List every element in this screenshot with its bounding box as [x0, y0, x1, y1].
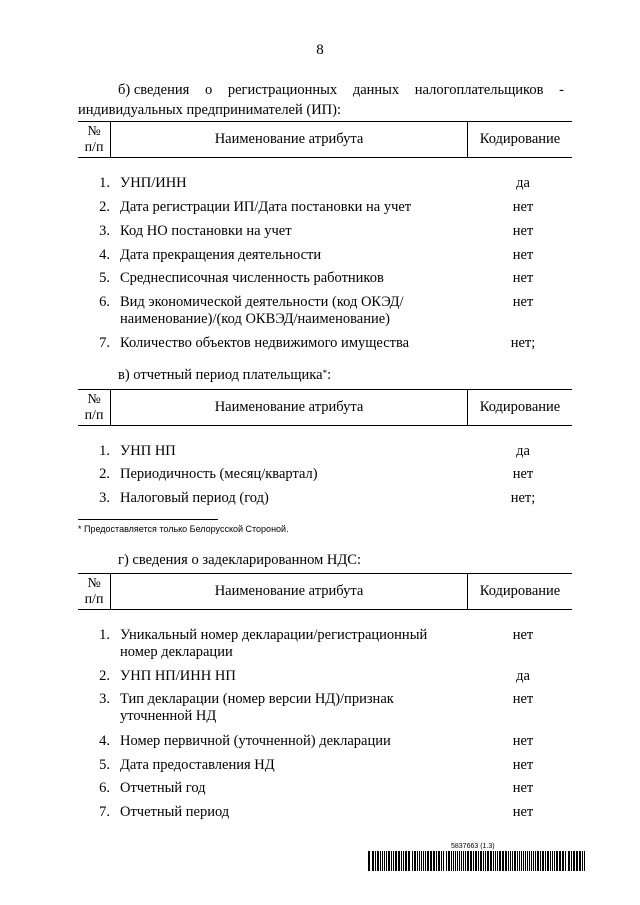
header-name: Наименование атрибута — [111, 390, 468, 425]
table-row — [78, 804, 572, 821]
row-code: нет — [512, 691, 534, 707]
barcode-bar — [550, 851, 551, 871]
barcode-bar — [535, 851, 536, 871]
barcode-bar — [523, 851, 524, 871]
barcode-bar — [433, 851, 435, 871]
barcode-bar — [502, 851, 504, 871]
table-row — [78, 757, 572, 774]
barcode-bar — [545, 851, 546, 871]
row-code: нет — [512, 466, 534, 482]
row-number: 3. — [99, 223, 110, 239]
header-name: Наименование атрибута — [111, 122, 468, 157]
barcode-bar — [401, 851, 402, 871]
barcode-bar — [537, 851, 539, 871]
table-row — [78, 335, 572, 352]
barcode-bar — [430, 851, 432, 871]
row-name: Уникальный номер декларации/регистрационный номер декларации — [120, 627, 428, 660]
header-no2: п/п — [84, 591, 104, 607]
row-name: Дата прекращения деятельности — [120, 247, 322, 263]
row-name: Среднесписочная численность работников — [120, 270, 384, 286]
header-no: № — [87, 391, 101, 407]
barcode-bar — [542, 851, 544, 871]
row-code: да — [516, 668, 530, 684]
section-c-intro-text: в) отчетный период плательщика — [118, 367, 323, 383]
barcode-bar — [493, 851, 494, 871]
table-row — [78, 247, 572, 264]
barcode-bar — [455, 851, 456, 871]
row-name: Тип декларации (номер версии НД)/признак уточненной НД — [120, 691, 394, 724]
barcode-bar — [467, 851, 469, 871]
row-name: Отчетный период — [120, 804, 230, 820]
barcode-bar — [533, 851, 534, 871]
table-row — [78, 627, 572, 661]
table-row — [78, 270, 572, 287]
barcode-bar — [473, 851, 474, 871]
barcode-label: 5837663 (1.3) — [451, 843, 495, 850]
row-name: Дата регистрации ИП/Дата постановки на учет — [120, 199, 412, 215]
barcode-bar — [475, 851, 477, 871]
row-number: 1. — [99, 443, 110, 459]
barcode-bar — [425, 851, 426, 871]
barcode-bar — [470, 851, 472, 871]
row-code: нет; — [510, 490, 536, 506]
barcode-bar — [405, 851, 407, 871]
row-number: 3. — [99, 691, 110, 707]
header-code: Кодирование — [479, 131, 561, 147]
barcode-bar — [562, 851, 564, 871]
barcode-bar — [531, 851, 532, 871]
table-row — [78, 691, 572, 725]
header-no: № — [87, 123, 101, 139]
row-name: Количество объектов недвижимого имущества — [120, 335, 410, 351]
row-code: нет — [512, 757, 534, 773]
row-name: Код НО постановки на учет — [120, 223, 292, 239]
row-number: 6. — [99, 780, 110, 796]
barcode-bar — [408, 851, 410, 871]
barcode-bar — [382, 851, 383, 871]
barcode-bar — [372, 851, 374, 871]
row-number: 5. — [99, 757, 110, 773]
intro-word: б) сведения — [118, 82, 190, 98]
barcode-bar — [525, 851, 526, 871]
header-name: Наименование атрибута — [111, 574, 468, 609]
barcode-bar — [368, 851, 370, 871]
footnote-divider — [78, 519, 218, 520]
row-code: да — [516, 175, 530, 191]
row-code: нет — [512, 294, 534, 310]
barcode-bar — [480, 851, 482, 871]
barcode-bar — [391, 851, 392, 871]
barcode-bar — [436, 851, 437, 871]
barcode-bar — [441, 851, 442, 871]
barcode-bar — [514, 851, 516, 871]
section-c-table-header — [78, 389, 572, 426]
row-name: Периодичность (месяц/квартал) — [120, 466, 318, 482]
table-row — [78, 223, 572, 240]
barcode-bar — [554, 851, 555, 871]
intro-word: данных — [352, 82, 400, 98]
intro-word: о — [204, 82, 213, 98]
row-code: да — [516, 443, 530, 459]
row-number: 2. — [99, 199, 110, 215]
row-name: УНП НП — [120, 443, 176, 459]
barcode-bar — [461, 851, 462, 871]
row-number: 1. — [99, 627, 110, 643]
barcode-bar — [377, 851, 379, 871]
barcode-bar — [579, 851, 581, 871]
section-c-intro — [118, 366, 331, 385]
row-number: 7. — [99, 335, 110, 351]
header-no-cell — [78, 390, 111, 425]
intro-word: - — [559, 82, 564, 98]
row-code: нет; — [510, 335, 536, 351]
barcode-bar — [448, 851, 450, 871]
barcode-bar — [527, 851, 528, 871]
row-name: Вид экономической деятельности (код ОКЭД/наименование)/(код ОКВЭД/наименование) — [120, 294, 404, 327]
barcode-bar — [457, 851, 458, 871]
section-c-intro-tail: : — [327, 367, 332, 383]
barcode-bar — [393, 851, 394, 871]
barcode-bar — [584, 851, 585, 871]
header-code: Кодирование — [479, 399, 561, 415]
row-code: нет — [512, 733, 534, 749]
row-name: Номер первичной (уточненной) декларации — [120, 733, 391, 749]
barcode-bar — [499, 851, 501, 871]
barcode-bar — [510, 851, 511, 871]
barcode-bar — [552, 851, 553, 871]
barcode-bar — [565, 851, 566, 871]
table-row — [78, 199, 572, 216]
barcode-bar — [573, 851, 575, 871]
table-row — [78, 443, 572, 460]
barcode-bar — [571, 851, 572, 871]
barcode-bar — [559, 851, 561, 871]
intro-word: налогоплательщиков — [414, 82, 544, 98]
barcode-bar — [438, 851, 440, 871]
barcode-bar — [419, 851, 420, 871]
barcode-bar — [403, 851, 404, 871]
barcode-bar — [478, 851, 479, 871]
barcode-bar — [497, 851, 498, 871]
barcode-bar — [547, 851, 549, 871]
barcode-bar — [451, 851, 452, 871]
row-number: 3. — [99, 490, 110, 506]
barcode-bar — [505, 851, 507, 871]
barcode-bar — [384, 851, 385, 871]
row-name: Дата предоставления НД — [120, 757, 275, 773]
barcode-bar — [487, 851, 489, 871]
barcode-bar — [417, 851, 418, 871]
row-number: 7. — [99, 804, 110, 820]
barcode-bar — [388, 851, 390, 871]
row-code: нет — [512, 627, 534, 643]
row-code: нет — [512, 270, 534, 286]
barcode-bar — [465, 851, 466, 871]
row-code: нет — [512, 780, 534, 796]
barcode-bar — [517, 851, 518, 871]
section-b-intro-line1 — [78, 80, 564, 100]
table-row — [78, 466, 572, 483]
barcode-bar — [443, 851, 444, 871]
table-row — [78, 175, 572, 192]
row-number: 1. — [99, 175, 110, 191]
barcode-bar — [529, 851, 530, 871]
barcode-bar — [386, 851, 387, 871]
barcode-bar — [512, 851, 513, 871]
row-code: нет — [512, 223, 534, 239]
row-code: нет — [512, 804, 534, 820]
section-b-table-header — [78, 121, 572, 158]
barcode-bar — [423, 851, 424, 871]
section-d-table-header — [78, 573, 572, 610]
header-no2: п/п — [84, 139, 104, 155]
header-no: № — [87, 575, 101, 591]
barcode-bar — [483, 851, 484, 871]
row-name: Налоговый период (год) — [120, 490, 269, 506]
footnote-mark: * — [322, 368, 328, 378]
row-code: нет — [512, 247, 534, 263]
barcode-bar — [568, 851, 570, 871]
header-no-cell — [78, 574, 111, 609]
header-no-cell — [78, 122, 111, 157]
row-name: УНП/ИНН — [120, 175, 187, 191]
barcode-bar — [485, 851, 486, 871]
table-row — [78, 780, 572, 797]
barcode-bar — [582, 851, 583, 871]
barcode-bar — [412, 851, 413, 871]
barcode-bar — [421, 851, 422, 871]
barcode-bar — [459, 851, 460, 871]
footnote: * Предоставляется только Белорусской Стороной. — [78, 524, 289, 534]
row-number: 6. — [99, 294, 110, 310]
row-number: 2. — [99, 466, 110, 482]
barcode-bar — [490, 851, 492, 871]
barcode-bar — [519, 851, 520, 871]
barcode-bar — [495, 851, 496, 871]
barcode-bar — [375, 851, 376, 871]
barcode-icon — [368, 851, 588, 871]
barcode-bar — [556, 851, 558, 871]
barcode-bar — [453, 851, 454, 871]
barcode-bar — [446, 851, 447, 871]
row-name: УНП НП/ИНН НП — [120, 668, 236, 684]
table-row — [78, 733, 572, 750]
table-row — [78, 668, 572, 685]
row-number: 4. — [99, 247, 110, 263]
intro-word: регистрационных — [227, 82, 338, 98]
barcode-bar — [576, 851, 578, 871]
barcode-bar — [463, 851, 464, 871]
page-number: 8 — [316, 42, 324, 58]
barcode-bar — [540, 851, 541, 871]
header-no2: п/п — [84, 407, 104, 423]
table-row — [78, 490, 572, 507]
row-number: 4. — [99, 733, 110, 749]
row-name: Отчетный год — [120, 780, 206, 796]
row-number: 5. — [99, 270, 110, 286]
section-b-intro-line2: индивидуальных предпринимателей (ИП): — [78, 102, 342, 118]
barcode-bar — [414, 851, 416, 871]
barcode-bar — [427, 851, 429, 871]
barcode-bar — [380, 851, 381, 871]
barcode-bar — [508, 851, 509, 871]
section-b-intro — [78, 80, 564, 120]
row-code: нет — [512, 199, 534, 215]
barcode-bar — [395, 851, 397, 871]
header-code: Кодирование — [479, 583, 561, 599]
row-number: 2. — [99, 668, 110, 684]
table-row — [78, 294, 572, 328]
barcode-bar — [521, 851, 522, 871]
section-d-intro: г) сведения о задекларированном НДС: — [118, 552, 361, 568]
barcode-bar — [398, 851, 400, 871]
